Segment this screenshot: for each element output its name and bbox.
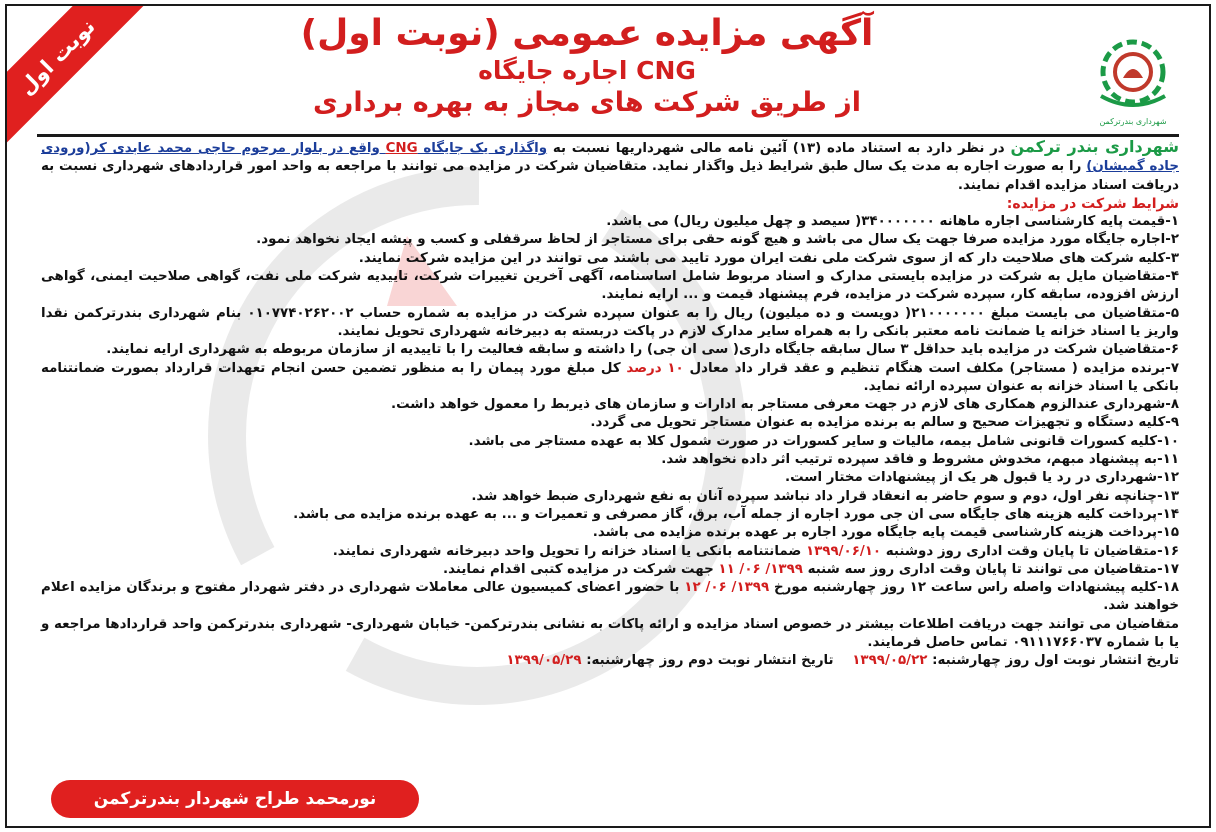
first-publish-date: ۱۳۹۹/۰۵/۲۲ xyxy=(852,653,928,669)
condition-date: ۱۳۹۹/۰۶/۱۰ xyxy=(805,543,882,559)
condition-item: ۳-کلیه شرکت های صلاحیت دار که از سوی شرکت ملی نفت ایران مورد تایید می باشند می توانند در این مزایده شرکت نمایند. xyxy=(358,250,1179,266)
conditions-title: شرایط شرکت در مزایده: xyxy=(1006,195,1179,212)
header-divider xyxy=(37,134,1179,137)
condition-item xyxy=(41,579,1179,616)
corner-ribbon xyxy=(5,4,152,152)
condition-item: ۱۲-شهرداری در رد یا قبول هر یک از پیشنهادات مختار است. xyxy=(785,470,1179,486)
condition-item xyxy=(41,543,1179,561)
condition-text: ۱۷-متقاضیان می توانند تا پایان وقت اداری روز سه شنبه xyxy=(802,561,1179,577)
condition-item: ۱۵-پرداخت هزینه کارشناسی قیمت پایه جایگاه مورد اجاره بر عهده برنده مزایده می باشد. xyxy=(592,525,1179,541)
intro-link-2: واقع در بلوار مرحوم حاجی محمد عابدی کر(ورودی جاده گمیشان) xyxy=(41,141,1179,175)
condition-item: ۱۳-چنانچه نفر اول، دوم و سوم حاضر به انعقاد قرار داد نباشد سپرده آنان به نفع شهرداری ضبط خواهد شد. xyxy=(471,488,1179,504)
condition-item: ۱-قیمت پایه کارشناسی اجاره ماهانه ۳۴۰۰۰۰۰۰۰( سیصد و چهل میلیون ریال) می باشد. xyxy=(606,214,1179,230)
intro-municipality-name: شهرداری بندر ترکمن xyxy=(1010,137,1179,156)
logo-caption: شهرداری بندرترکمن xyxy=(1099,117,1167,126)
ad-header xyxy=(207,12,967,120)
condition-item: ۴-متقاضیان مایل به شرکت در مزایده بایستی مدارک و اسناد مربوط شامل اساسنامه، آگهی آخرین تغییرات شرکت، تاییدیه شرکت ملی نفت، گواهی صلاحیت ایمنی، گواهی ارزش افزوده، سابقه کار، سپرده شرکت در مزایده، فرم پیشنهاد قیمت و ... ارایه نمایند. xyxy=(41,269,1179,303)
ad-subtitle-2: از طریق شرکت های مجاز به بهره برداری xyxy=(313,87,861,118)
condition-text: ۷-برنده مزایده ( مستاجر) مکلف است هنگام تنظیم و عقد قرار داد معادل xyxy=(683,360,1179,376)
intro-link-1: واگذاری یک جایگاه xyxy=(417,141,548,156)
intro-text-1: در نظر دارد به استناد ماده (۱۳) آئین نامه مالی شهرداریها نسبت به xyxy=(547,141,1011,156)
ad-body xyxy=(41,138,1179,671)
intro-text-2: را به صورت اجاره به مدت یک سال طبق شرایط ذیل واگذار نماید. متقاضیان شرکت در مزایده می توانند با مراجعه به واحد امور قراردادهای شهرداری نسبت به دریافت اسناد مزایده اقدام نمایند. xyxy=(41,159,1179,193)
ad-title: آگهی مزایده عمومی (نوبت اول) xyxy=(300,13,874,54)
corner-ribbon-label: نوبت اول xyxy=(14,14,100,100)
condition-item: ۱۴-پرداخت کلیه هزینه های جایگاه سی ان جی مورد اجاره از جمله آب، برق، گاز مصرفی و تعمیرات و ... به عهده برنده مزایده می باشد. xyxy=(293,506,1179,522)
condition-text: ۱۸-کلیه پیشنهادات واصله راس ساعت ۱۲ روز چهارشنبه مورخ xyxy=(769,580,1179,596)
condition-text: با حضور اعضای کمیسیون عالی معاملات شهرداری در دفتر شهردار مفتوح و برندگان مزایده اعلام خواهند شد. xyxy=(41,580,1179,614)
condition-item: ۲-اجاره جایگاه مورد مزایده صرفا جهت یک سال می باشد و هیچ گونه حقی برای مستاجر از لحاظ سرقفلی و کسب و پیشه ایجاد نخواهد نمود. xyxy=(256,232,1179,248)
condition-item xyxy=(41,561,1179,579)
condition-item xyxy=(41,360,1179,397)
first-publish-label: تاریخ انتشار نوبت اول روز چهارشنبه: xyxy=(932,653,1179,669)
condition-text: ۱۶-متقاضیان تا پایان وقت اداری روز دوشنبه xyxy=(881,543,1179,559)
intro-cng: CNG xyxy=(385,141,418,156)
condition-text: ضمانتنامه بانکی یا اسناد خزانه را تحویل واحد دبیرخانه شهرداری نمایند. xyxy=(332,543,806,559)
condition-item: ۱۱-به پیشنهاد مبهم، مخدوش مشروط و فاقد سپرده ترتیب اثر داده نخواهد شد. xyxy=(661,452,1179,468)
publish-dates xyxy=(41,652,1179,670)
condition-item: ۱۰-کلیه کسورات قانونی شامل بیمه، مالیات و سایر کسورات در صورت شمول کلا به عهده مستاجر می باشد. xyxy=(468,433,1179,449)
condition-item: ۵-متقاضیان می بایست مبلغ ۲۱۰۰۰۰۰۰۰( دویست و ده میلیون) ریال را به عنوان سپرده شرکت در مزایده به شماره حساب ۰۱۰۷۷۴۰۲۶۲۰۰۲ بنام شهرداری بندرترکمن نقدا واریز یا اسناد خزانه یا ضمانت نامه معتبر بانکی را به همراه سایر مدارک لازم در پاکت دربسته به دبیرخانه شهرداری تحویل نمایند. xyxy=(41,305,1179,339)
condition-highlight: ۱۰ درصد xyxy=(626,360,684,376)
condition-text: جهت شرکت در مزایده کتبی اقدام نمایند. xyxy=(443,561,719,577)
condition-item: ۶-متقاضیان شرکت در مزایده باید حداقل ۳ سال سابقه جایگاه داری( سی ان جی) را داشته و سابقه فعالیت را با تاییدیه از سازمان مربوطه به شهرداری ارایه نمایند. xyxy=(106,342,1179,358)
mayor-signature-badge xyxy=(51,780,419,818)
ad-subtitle: اجاره جایگاه CNG xyxy=(478,56,696,85)
mayor-signature: نورمحمد طراح شهردار بندرترکمن xyxy=(93,789,377,809)
municipality-logo xyxy=(1081,26,1185,130)
condition-item: ۹-کلیه دستگاه و تجهیزات صحیح و سالم به برنده مزایده به عنوان مستاجر تحویل می گردد. xyxy=(590,415,1179,431)
condition-text: کل مبلغ مورد پیمان را به منظور تضمین حسن انجام تعهدات قرارداد بصورت ضمانتنامه بانکی یا اسناد خزانه به عنوان سپرده ارائه نماید. xyxy=(41,360,1179,394)
second-publish-label: تاریخ انتشار نوبت دوم روز چهارشنبه: xyxy=(586,653,834,669)
intro-paragraph xyxy=(41,138,1179,195)
condition-item: ۸-شهرداری عندالزوم همکاری های لازم در جهت معرفی مستاجر به ادارات و سازمان های ذیربط را معمول خواهد داشت. xyxy=(391,397,1179,413)
condition-date: ۱۳۹۹/ ۰۶/ ۱۲ xyxy=(684,580,770,596)
condition-date: ۱۳۹۹/ ۰۶/ ۱۱ xyxy=(718,561,803,577)
closing-paragraph: متقاضیان می توانند جهت دریافت اطلاعات بیشتر در خصوص اسناد مزایده و ارائه پاکات به نشانی بندرترکمن- خیابان شهرداری- شهرداری بندرترکمن واحد قراردادها مراجعه و یا با شماره ۰۹۱۱۱۷۶۶۰۳۷ تماس حاصل فرمایند. xyxy=(41,616,1179,651)
second-publish-date: ۱۳۹۹/۰۵/۲۹ xyxy=(506,653,582,669)
ad-frame xyxy=(5,4,1211,828)
